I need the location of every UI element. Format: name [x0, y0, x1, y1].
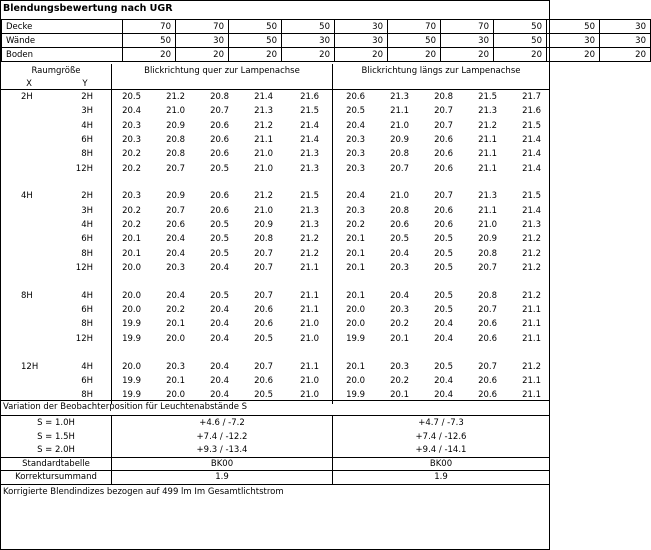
variation-cell: +4.7 / -7.3 [418, 418, 464, 428]
table-row [1, 304, 549, 317]
ugr-value: 21.0 [300, 333, 319, 344]
variation-row [1, 458, 549, 471]
ugr-value: 20.2 [122, 205, 141, 216]
ugr-value: 20.7 [390, 163, 409, 174]
ugr-value: 21.3 [300, 205, 319, 216]
variation-cell: S = 1.0H [37, 418, 75, 428]
ugr-value: 21.0 [390, 191, 409, 202]
y-value: 8H [81, 319, 93, 330]
ugr-value: 19.9 [346, 390, 365, 401]
ugr-value: 21.2 [254, 120, 273, 131]
ugr-value: 20.5 [210, 163, 229, 174]
ugr-value: 21.5 [300, 191, 319, 202]
ugr-value: 20.1 [346, 290, 365, 301]
ugr-value: 20.0 [346, 305, 365, 316]
variation-cell: 1.9 [434, 472, 448, 482]
variation-row [1, 471, 549, 484]
y-value: 4H [81, 361, 93, 372]
ugr-value: 21.1 [300, 361, 319, 372]
table-row [1, 248, 549, 261]
ugr-value: 21.3 [300, 163, 319, 174]
ugr-value: 20.4 [346, 120, 365, 131]
ugr-value: 20.4 [390, 290, 409, 301]
y-value: 6H [81, 134, 93, 145]
surface-value: 70 [123, 20, 176, 34]
ugr-value: 21.6 [522, 106, 541, 117]
ugr-value: 21.2 [478, 120, 497, 131]
ugr-value: 20.7 [210, 106, 229, 117]
ugr-value: 20.6 [254, 305, 273, 316]
ugr-value: 20.1 [346, 248, 365, 259]
surface-value: 30 [282, 34, 335, 48]
page-title: Blendungsbewertung nach UGR [3, 3, 173, 14]
ugr-value: 20.8 [210, 92, 229, 102]
ugr-value: 20.7 [434, 191, 453, 202]
ugr-value: 20.6 [478, 319, 497, 330]
ugr-value: 21.0 [390, 120, 409, 131]
table-row [1, 290, 549, 303]
y-value: 6H [81, 234, 93, 245]
ugr-value: 20.6 [478, 333, 497, 344]
ugr-value: 20.5 [254, 333, 273, 344]
ugr-value: 20.5 [210, 248, 229, 259]
surface-label: Decke [2, 20, 123, 34]
table-row [1, 190, 549, 203]
surface-value: 20 [494, 48, 547, 62]
roomsize-label: Raumgröße [31, 66, 81, 76]
ugr-value: 20.3 [122, 191, 141, 202]
ugr-value: 21.1 [300, 290, 319, 301]
ugr-value: 20.8 [478, 248, 497, 259]
ugr-value: 20.2 [346, 219, 365, 230]
table-row [1, 375, 549, 388]
y-value: 8H [81, 248, 93, 259]
surface-value: 30 [441, 34, 494, 48]
ugr-value: 21.4 [522, 134, 541, 145]
ugr-value: 20.4 [210, 361, 229, 372]
surface-value: 20 [335, 48, 388, 62]
ugr-value: 20.8 [478, 290, 497, 301]
ugr-value: 20.3 [346, 149, 365, 160]
surface-value: 20 [123, 48, 176, 62]
surface-value: 20 [176, 48, 229, 62]
ugr-value: 20.4 [166, 248, 185, 259]
ugr-value: 21.1 [478, 134, 497, 145]
y-value: 2H [81, 191, 93, 202]
ugr-value: 20.1 [166, 375, 185, 386]
ugr-value: 21.1 [254, 134, 273, 145]
ugr-value: 20.4 [210, 333, 229, 344]
ugr-value: 21.1 [522, 390, 541, 401]
ugr-value: 20.9 [166, 191, 185, 202]
ugr-value: 20.4 [166, 290, 185, 301]
ugr-value: 21.4 [522, 149, 541, 160]
x-value: 2H [21, 92, 33, 102]
ugr-value: 21.2 [166, 92, 185, 102]
ugr-value: 19.9 [122, 375, 141, 386]
variation-cell: S = 1.5H [37, 431, 75, 442]
ugr-value: 20.4 [166, 234, 185, 245]
ugr-value: 20.7 [478, 305, 497, 316]
ugr-value: 20.8 [390, 205, 409, 216]
y-value: 3H [81, 205, 93, 216]
variation-cell: +7.4 / -12.2 [196, 431, 248, 442]
surface-value: 30 [335, 34, 388, 48]
ugr-value: 20.9 [166, 120, 185, 131]
surface-value: 50 [494, 34, 547, 48]
ugr-value: 20.0 [346, 319, 365, 330]
ugr-value: 20.7 [254, 262, 273, 273]
ugr-value: 21.2 [522, 248, 541, 259]
surface-value: 50 [282, 20, 335, 34]
ugr-value: 20.0 [166, 390, 185, 401]
table-row [1, 134, 549, 147]
ugr-value: 21.5 [478, 92, 497, 102]
variation-cell: Standardtabelle [22, 458, 90, 469]
ugr-value: 20.3 [122, 134, 141, 145]
ugr-value: 20.6 [210, 120, 229, 131]
ugr-value: 21.2 [522, 290, 541, 301]
variation-cell: 1.9 [215, 472, 229, 482]
ugr-value: 20.0 [166, 333, 185, 344]
ugr-value: 21.1 [522, 305, 541, 316]
variation-row [1, 431, 549, 444]
ugr-value: 20.3 [122, 120, 141, 131]
ugr-value: 21.1 [390, 106, 409, 117]
ugr-value: 21.6 [300, 92, 319, 102]
y-value: 4H [81, 219, 93, 230]
y-value: 2H [81, 92, 93, 102]
ugr-value: 20.8 [434, 92, 453, 102]
surface-value: 20 [388, 48, 441, 62]
y-value: 4H [81, 120, 93, 131]
ugr-value: 20.7 [254, 248, 273, 259]
ugr-value: 21.2 [522, 361, 541, 372]
along-direction-label: Blickrichtung längs zur Lampenachse [361, 66, 521, 76]
x-label: X [26, 79, 32, 89]
ugr-value: 21.1 [300, 262, 319, 273]
ugr-value: 20.9 [390, 134, 409, 145]
ugr-value: 21.3 [300, 219, 319, 230]
ugr-value: 20.0 [122, 262, 141, 273]
ugr-value: 20.5 [390, 234, 409, 245]
ugr-value: 21.4 [522, 163, 541, 174]
surface-value: 70 [176, 20, 229, 34]
table-row [1, 91, 549, 104]
ugr-value: 19.9 [346, 333, 365, 344]
ugr-value: 20.2 [390, 319, 409, 330]
ugr-value: 20.0 [122, 290, 141, 301]
ugr-value: 20.5 [210, 219, 229, 230]
ugr-value: 20.5 [210, 234, 229, 245]
ugr-value: 20.3 [390, 361, 409, 372]
ugr-value: 20.7 [478, 262, 497, 273]
ugr-value: 21.5 [300, 106, 319, 117]
ugr-value: 20.6 [434, 134, 453, 145]
ugr-value: 20.8 [390, 149, 409, 160]
ugr-value: 20.4 [122, 106, 141, 117]
ugr-value: 20.7 [254, 361, 273, 372]
variation-cell: +9.3 / -13.4 [196, 445, 248, 455]
table-row [1, 148, 549, 161]
ugr-value: 21.2 [300, 234, 319, 245]
ugr-value: 20.4 [210, 262, 229, 273]
table-row [1, 262, 549, 275]
surface-value: 50 [229, 20, 282, 34]
ugr-value: 20.7 [434, 106, 453, 117]
ugr-value: 21.4 [300, 134, 319, 145]
table-row [1, 219, 549, 232]
ugr-value: 21.1 [478, 205, 497, 216]
y-value: 4H [81, 290, 93, 301]
table-row [1, 105, 549, 118]
ugr-value: 21.0 [254, 205, 273, 216]
ugr-value: 21.4 [254, 92, 273, 102]
ugr-value: 20.6 [434, 163, 453, 174]
ugr-value: 20.0 [122, 305, 141, 316]
ugr-value: 20.3 [390, 262, 409, 273]
surface-value: 50 [494, 20, 547, 34]
ugr-value: 20.6 [478, 375, 497, 386]
surface-value: 20 [547, 48, 600, 62]
footer-note: Korrigierte Blendindizes bezogen auf 499 lm Im Gesamtlichtstrom [3, 487, 284, 497]
ugr-value: 20.4 [434, 390, 453, 401]
ugr-value: 20.6 [254, 375, 273, 386]
ugr-value: 21.0 [300, 390, 319, 401]
ugr-value: 20.4 [210, 375, 229, 386]
ugr-value: 21.1 [300, 305, 319, 316]
ugr-value: 20.9 [254, 219, 273, 230]
ugr-value: 20.1 [122, 248, 141, 259]
x-value: 4H [21, 191, 33, 202]
variation-cell: +9.4 / -14.1 [415, 445, 467, 455]
ugr-value: 20.5 [434, 234, 453, 245]
ugr-value: 20.5 [434, 361, 453, 372]
ugr-value: 21.2 [522, 262, 541, 273]
ugr-value: 20.6 [210, 191, 229, 202]
variation-cell: +7.4 / -12.6 [415, 431, 467, 442]
ugr-value: 20.6 [390, 219, 409, 230]
ugr-value: 19.9 [122, 390, 141, 401]
ugr-value: 20.0 [346, 375, 365, 386]
ugr-value: 21.3 [390, 92, 409, 102]
ugr-value: 20.7 [478, 361, 497, 372]
ugr-value: 20.5 [434, 248, 453, 259]
ugr-value: 20.8 [166, 134, 185, 145]
surface-value: 30 [547, 34, 600, 48]
ugr-value: 20.8 [166, 149, 185, 160]
ugr-value: 20.7 [166, 205, 185, 216]
y-value: 3H [81, 106, 93, 117]
ugr-value: 21.7 [522, 92, 541, 102]
variation-row [1, 417, 549, 430]
table-row [1, 318, 549, 331]
ugr-value: 20.5 [254, 390, 273, 401]
ugr-value: 20.7 [434, 120, 453, 131]
ugr-value: 20.4 [434, 319, 453, 330]
ugr-value: 21.1 [478, 149, 497, 160]
y-value: 12H [75, 262, 93, 273]
ugr-value: 20.5 [434, 305, 453, 316]
ugr-value: 21.0 [300, 375, 319, 386]
ugr-value: 20.6 [434, 149, 453, 160]
ugr-value: 21.0 [478, 219, 497, 230]
ugr-value: 20.1 [346, 234, 365, 245]
ugr-value: 19.9 [122, 319, 141, 330]
ugr-value: 20.6 [166, 219, 185, 230]
surface-value: 50 [229, 34, 282, 48]
ugr-value: 21.5 [522, 191, 541, 202]
y-value: 12H [75, 333, 93, 344]
ugr-value: 20.2 [390, 375, 409, 386]
ugr-value: 20.1 [346, 361, 365, 372]
ugr-value: 20.3 [166, 262, 185, 273]
ugr-value: 20.5 [434, 290, 453, 301]
surface-value: 30 [176, 34, 229, 48]
surface-label: Wände [2, 34, 123, 48]
surface-label: Boden [2, 48, 123, 62]
ugr-value: 21.3 [300, 149, 319, 160]
ugr-value: 20.5 [122, 92, 141, 102]
surface-value: 20 [600, 48, 651, 62]
y-label: Y [82, 79, 88, 89]
ugr-value: 21.3 [254, 106, 273, 117]
variation-cell: Korrektursummand [15, 472, 97, 482]
variation-title: Variation der Beobachterposition für Leuchtenabstände S [3, 402, 248, 412]
ugr-value: 20.6 [210, 149, 229, 160]
surface-value: 50 [547, 20, 600, 34]
ugr-value: 20.5 [434, 262, 453, 273]
table-row [1, 233, 549, 246]
y-value: 12H [75, 163, 93, 174]
ugr-value: 20.2 [166, 305, 185, 316]
ugr-value: 20.6 [346, 92, 365, 102]
ugr-value: 21.2 [254, 191, 273, 202]
ugr-value: 20.3 [346, 134, 365, 145]
ugr-value: 21.0 [254, 163, 273, 174]
ugr-value: 20.3 [166, 361, 185, 372]
ugr-value: 20.2 [122, 163, 141, 174]
table-row [1, 333, 549, 346]
x-value: 12H [21, 361, 39, 372]
ugr-value: 20.6 [254, 319, 273, 330]
surface-value: 20 [441, 48, 494, 62]
ugr-value: 21.0 [166, 106, 185, 117]
ugr-value: 21.1 [478, 163, 497, 174]
table-row [1, 205, 549, 218]
ugr-value: 21.3 [478, 106, 497, 117]
ugr-value: 20.1 [122, 234, 141, 245]
ugr-value: 21.4 [522, 205, 541, 216]
surface-value: 20 [229, 48, 282, 62]
variation-cell: +4.6 / -7.2 [199, 418, 245, 428]
ugr-value: 20.4 [346, 191, 365, 202]
surface-value: 20 [282, 48, 335, 62]
ugr-value: 21.1 [522, 319, 541, 330]
surface-value: 30 [335, 20, 388, 34]
y-value: 8H [81, 149, 93, 160]
table-row [1, 163, 549, 176]
ugr-value: 20.4 [434, 333, 453, 344]
ugr-value: 21.4 [300, 120, 319, 131]
ugr-value: 20.5 [346, 106, 365, 117]
ugr-value: 21.0 [254, 149, 273, 160]
ugr-value: 20.1 [346, 262, 365, 273]
ugr-value: 21.2 [522, 234, 541, 245]
surface-value: 30 [600, 34, 651, 48]
variation-row [1, 444, 549, 457]
ugr-value: 20.2 [122, 149, 141, 160]
ugr-value: 20.4 [210, 305, 229, 316]
x-value: 8H [21, 290, 33, 301]
ugr-value: 20.6 [478, 390, 497, 401]
cross-direction-label: Blickrichtung quer zur Lampenachse [144, 66, 300, 76]
ugr-value: 21.1 [522, 375, 541, 386]
ugr-value: 20.7 [166, 163, 185, 174]
variation-cell: S = 2.0H [37, 445, 75, 455]
ugr-value: 20.1 [390, 333, 409, 344]
ugr-value: 20.1 [166, 319, 185, 330]
surface-reflectance-table [1, 19, 651, 62]
ugr-value: 20.6 [434, 219, 453, 230]
table-row [1, 361, 549, 374]
table-row [1, 120, 549, 133]
surface-value: 30 [600, 20, 651, 34]
ugr-value: 21.3 [478, 191, 497, 202]
ugr-value: 20.4 [434, 375, 453, 386]
ugr-value: 20.3 [346, 163, 365, 174]
surface-value: 50 [388, 34, 441, 48]
ugr-value: 21.0 [300, 319, 319, 330]
ugr-value: 20.0 [122, 361, 141, 372]
ugr-value: 20.9 [478, 234, 497, 245]
surface-value: 70 [441, 20, 494, 34]
ugr-value: 20.6 [210, 134, 229, 145]
y-value: 8H [81, 390, 93, 401]
ugr-value: 20.6 [210, 205, 229, 216]
variation-cell: BK00 [429, 458, 453, 469]
surface-value: 50 [123, 34, 176, 48]
variation-cell: BK00 [210, 458, 234, 469]
ugr-value: 21.5 [522, 120, 541, 131]
ugr-value: 20.4 [210, 390, 229, 401]
ugr-value: 20.3 [390, 305, 409, 316]
ugr-value: 21.1 [522, 333, 541, 344]
ugr-value: 20.5 [210, 290, 229, 301]
ugr-value: 20.4 [210, 319, 229, 330]
surface-value: 70 [388, 20, 441, 34]
ugr-value: 20.6 [434, 205, 453, 216]
ugr-value: 20.8 [254, 234, 273, 245]
ugr-value: 21.2 [300, 248, 319, 259]
ugr-value: 20.3 [346, 205, 365, 216]
y-value: 6H [81, 305, 93, 316]
ugr-value: 20.2 [122, 219, 141, 230]
ugr-value: 20.1 [390, 390, 409, 401]
ugr-value: 21.3 [522, 219, 541, 230]
ugr-value: 19.9 [122, 333, 141, 344]
ugr-value: 20.7 [254, 290, 273, 301]
y-value: 6H [81, 375, 93, 386]
ugr-value: 20.4 [390, 248, 409, 259]
